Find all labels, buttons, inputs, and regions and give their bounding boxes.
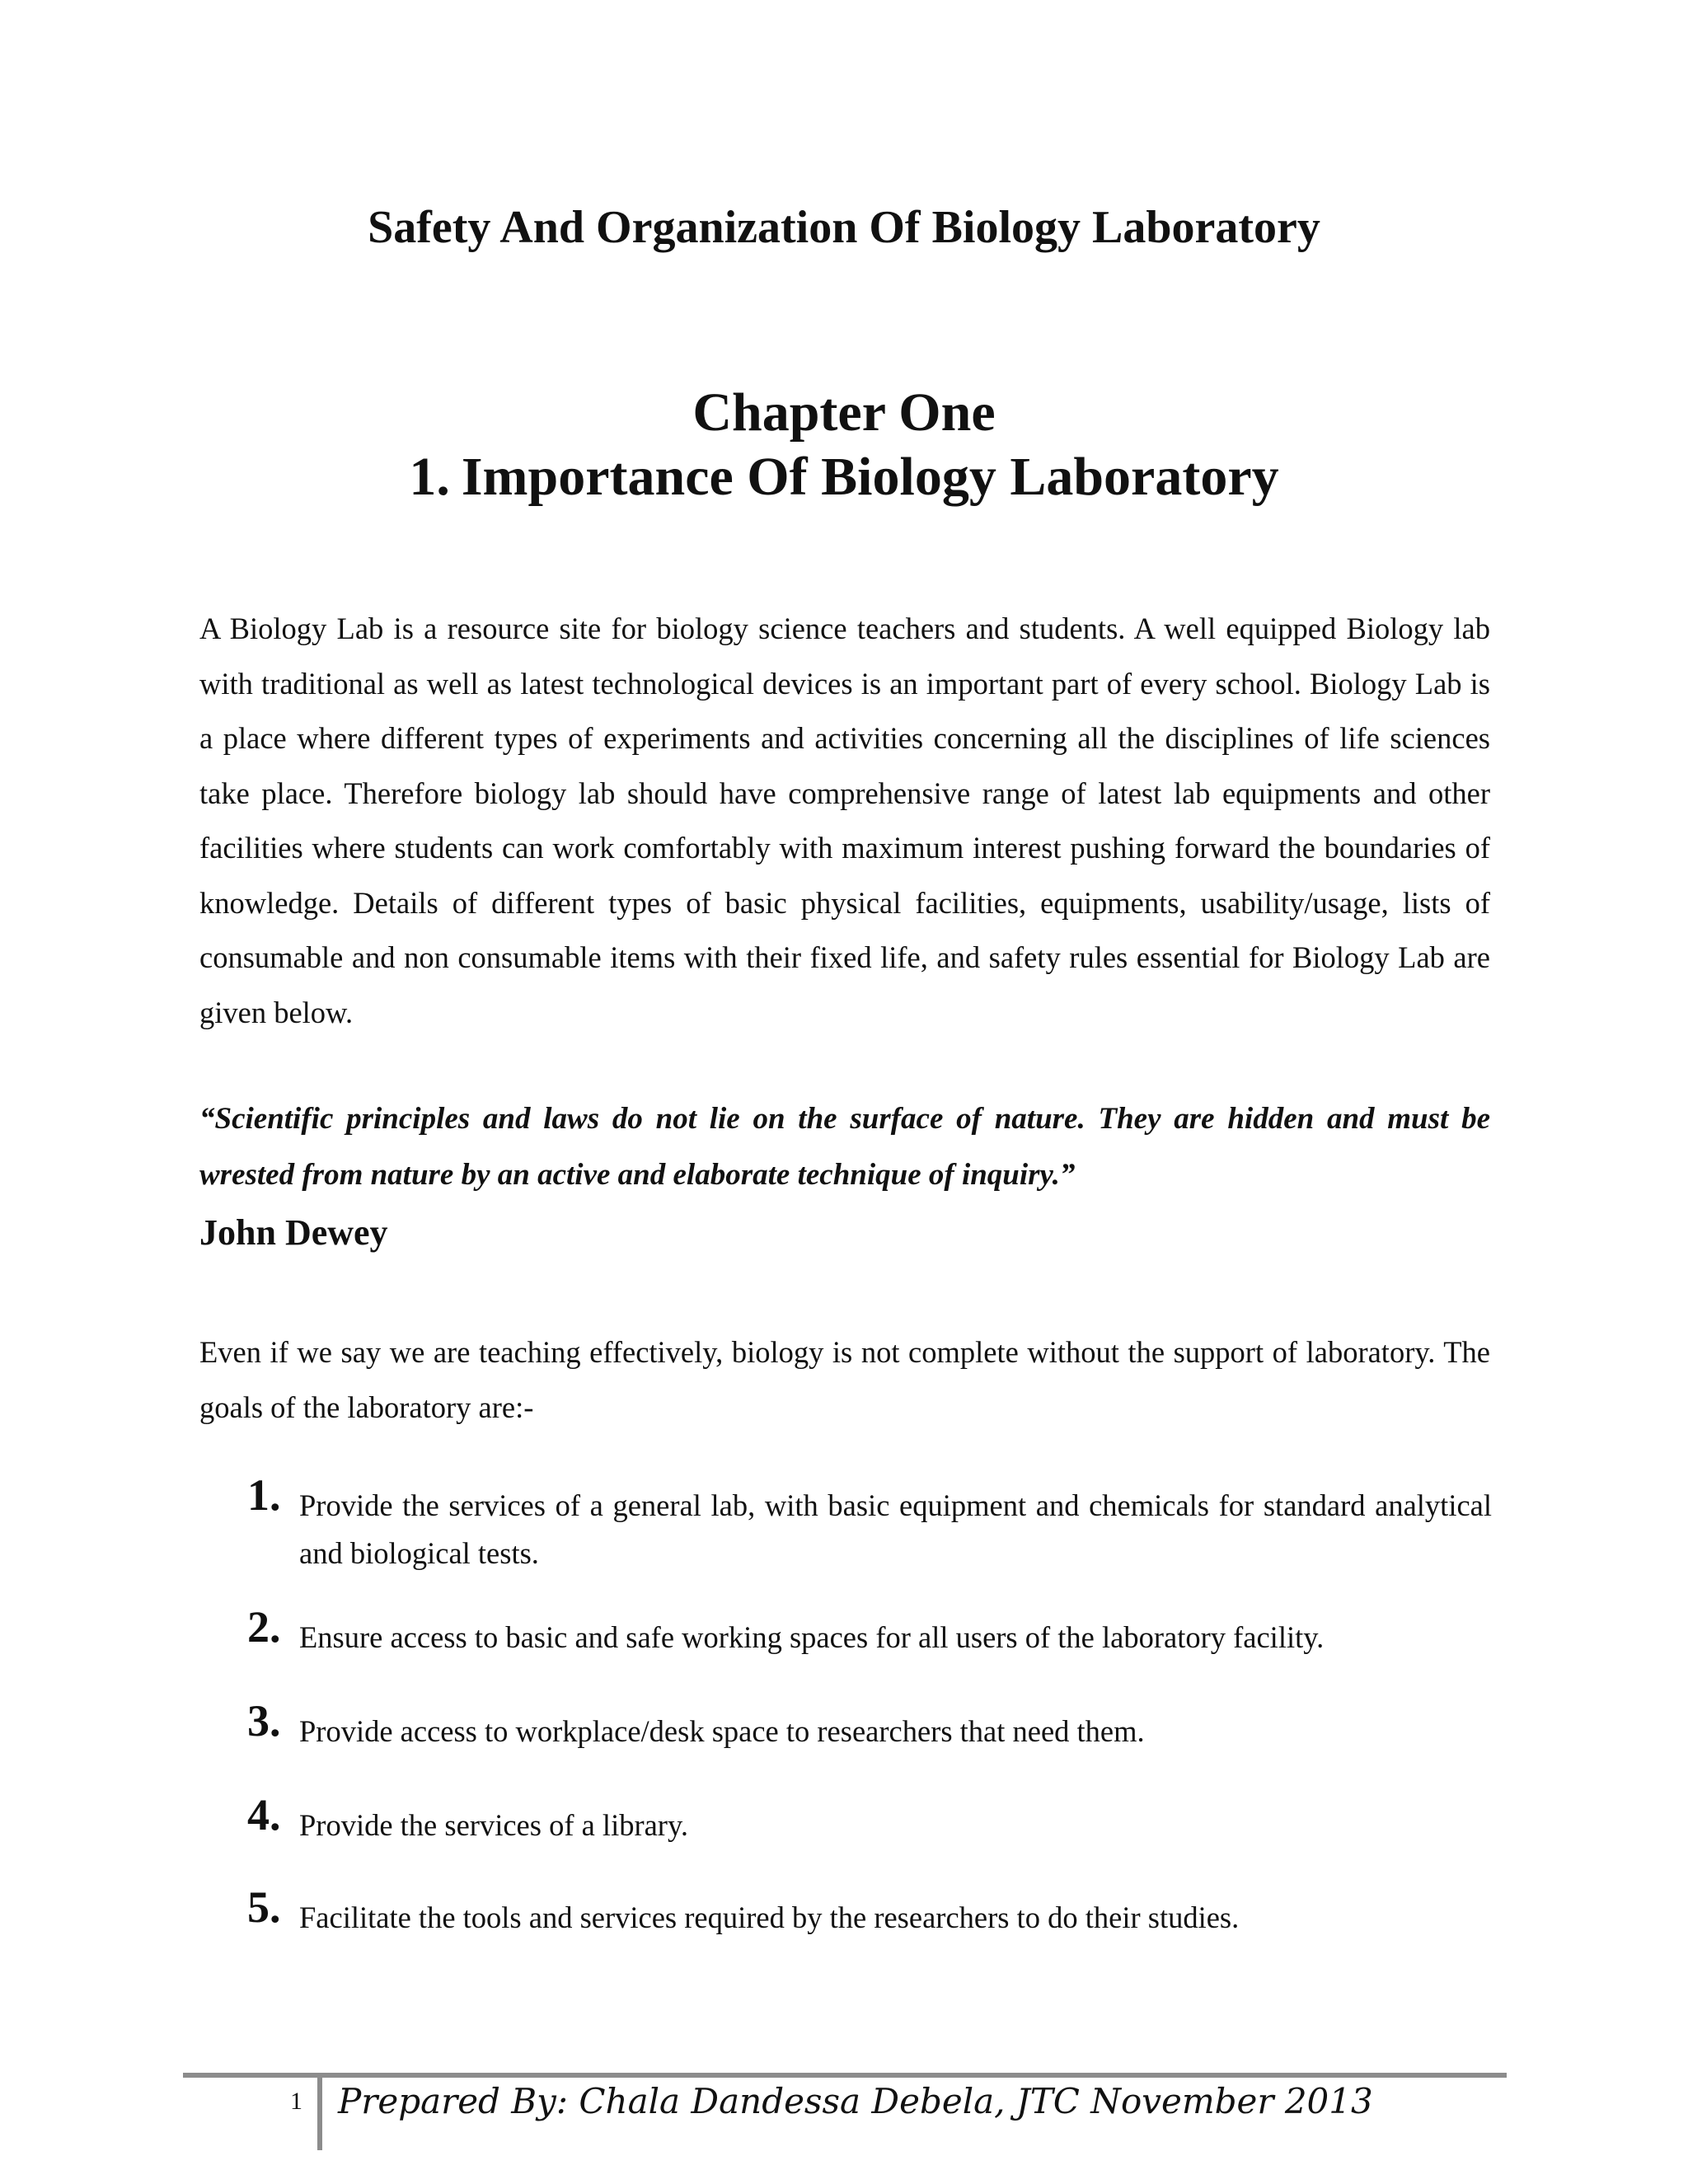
goal-number: 4.: [247, 1790, 281, 1840]
footer-divider: [317, 2073, 322, 2150]
goal-text: Provide access to workplace/desk space to researchers that need them.: [299, 1714, 1145, 1748]
chapter-heading: Chapter One: [692, 382, 996, 443]
section-number: 1.: [409, 447, 450, 507]
goal-number: 5.: [247, 1882, 281, 1932]
goal-number: 1.: [247, 1470, 281, 1520]
goal-text: Ensure access to basic and safe working spaces for all users of the laboratory facility.: [299, 1620, 1325, 1654]
quote-author: John Dewey: [199, 1212, 388, 1253]
intro-paragraph: A Biology Lab is a resource site for biology science teachers and students. A well equipped Biology lab with traditional as well as latest technological devices is an important part of every school. Biology Lab is a place where different types of experiments and activities concerning all the disciplines of life sciences take place. Therefore biology lab should have comprehensive range of latest lab equipments and other facilities where students can work comfortably with maximum interest pushing forward the boundaries of knowledge. Details of different types of basic physical facilities, equipments, usability/usage, lists of consumable and non consumable items with their fixed life, and safety rules essential for Biology Lab are given below.: [199, 612, 1490, 1029]
document-title: Safety And Organization Of Biology Laboratory: [368, 202, 1320, 253]
goal-text: Provide the services of a general lab, with basic equipment and chemicals for standard analytical and biological tests.: [299, 1488, 1492, 1570]
section-title: Importance Of Biology Laboratory: [461, 447, 1279, 507]
page-number: 1: [290, 2088, 302, 2115]
goal-text: Facilitate the tools and services required by the researchers to do their studies.: [299, 1900, 1240, 1934]
quote: “Scientific principles and laws do not lie on the surface of nature. They are hidden and must be wrested from nature by an active and elaborate technique of inquiry.”: [199, 1102, 1490, 1192]
goal-number: 2.: [247, 1602, 281, 1652]
section-heading: [0, 445, 1688, 509]
goal-number: 3.: [247, 1696, 281, 1746]
footer-text: Prepared By: Chala Dandessa Debela, JTC November 2013: [338, 2081, 1373, 2121]
goal-text: Provide the services of a library.: [299, 1808, 688, 1842]
goals-intro-paragraph: Even if we say we are teaching effectively, biology is not complete without the support of laboratory. The goals of the laboratory are:-: [199, 1335, 1490, 1424]
